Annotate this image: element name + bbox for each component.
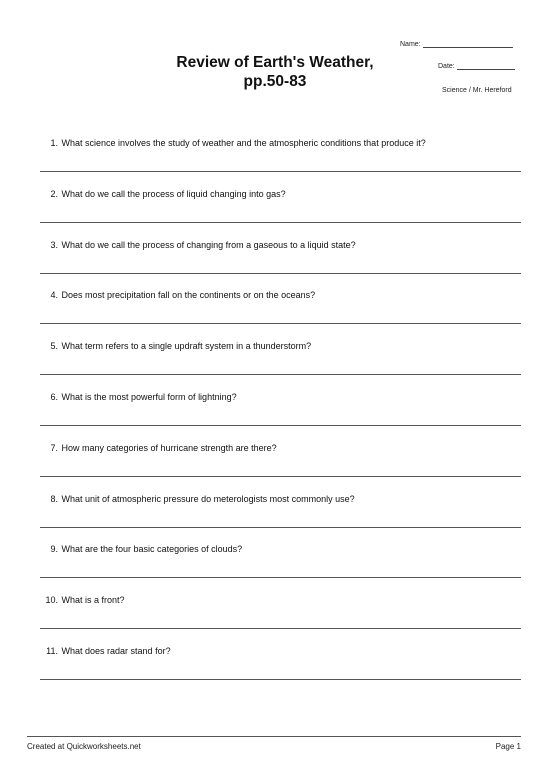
question-text — [36, 443, 277, 454]
date-field — [438, 63, 515, 70]
question-number: 4. — [50, 290, 58, 301]
footer-credit: Created at Quickworksheets.net — [27, 742, 141, 751]
worksheet-title — [150, 53, 400, 91]
title-line-1: Review of Earth's Weather, — [176, 54, 374, 71]
question-item — [0, 189, 548, 229]
title-line-2: pp.50-83 — [243, 73, 307, 90]
question-number: 3. — [50, 239, 58, 250]
question-item — [0, 341, 548, 381]
question-text — [36, 595, 125, 606]
question-body: What science involves the study of weather and the atmospheric conditions that produce it? — [61, 138, 426, 148]
question-body: What term refers to a single updraft system in a thunderstorm? — [61, 341, 312, 352]
question-body: What unit of atmospheric pressure do meterologists most commonly use? — [61, 493, 355, 504]
question-number: 10. — [45, 595, 58, 606]
question-item — [0, 443, 548, 483]
answer-line[interactable] — [40, 171, 521, 172]
question-text — [36, 138, 426, 149]
question-number: 7. — [50, 442, 58, 453]
question-text — [36, 341, 311, 352]
question-body: What is the most powerful form of lightning? — [61, 392, 237, 402]
question-item — [0, 138, 548, 178]
class-info: Science / Mr. Hereford — [442, 87, 512, 94]
question-text — [36, 646, 171, 657]
name-blank — [423, 46, 513, 48]
question-body: What do we call the process of changing from a gaseous to a liquid state? — [61, 239, 356, 250]
question-item — [0, 595, 548, 635]
question-body: Does most precipitation fall on the continents or on the oceans? — [61, 290, 316, 301]
question-text — [36, 290, 315, 301]
question-number: 9. — [50, 544, 58, 555]
question-number: 2. — [50, 188, 58, 199]
question-text — [36, 392, 237, 403]
question-number: 1. — [50, 138, 58, 148]
question-body: What do we call the process of liquid changing into gas? — [61, 188, 286, 199]
question-number: 8. — [50, 493, 58, 504]
answer-line[interactable] — [40, 425, 521, 426]
answer-line[interactable] — [40, 527, 521, 528]
footer-divider — [27, 736, 521, 737]
answer-line[interactable] — [40, 628, 521, 629]
question-item — [0, 544, 548, 584]
question-text — [36, 189, 286, 200]
page-number: Page 1 — [495, 742, 521, 751]
date-blank — [457, 68, 515, 70]
question-number: 6. — [50, 392, 58, 402]
answer-line[interactable] — [40, 323, 521, 324]
question-number: 11. — [46, 646, 58, 656]
question-text — [36, 494, 355, 505]
question-body: What is a front? — [61, 595, 125, 606]
answer-line[interactable] — [40, 577, 521, 578]
answer-line[interactable] — [40, 679, 521, 680]
question-body: What does radar stand for? — [61, 646, 171, 656]
question-body: What are the four basic categories of clouds? — [61, 544, 243, 555]
answer-line[interactable] — [40, 222, 521, 223]
question-item — [0, 392, 548, 432]
question-number: 5. — [50, 341, 58, 352]
date-label: Date: — [438, 63, 455, 70]
question-item — [0, 646, 548, 686]
name-label: Name: — [400, 41, 421, 48]
answer-line[interactable] — [40, 476, 521, 477]
answer-line[interactable] — [40, 273, 521, 274]
question-item — [0, 494, 548, 534]
name-field — [400, 41, 513, 48]
answer-line[interactable] — [40, 374, 521, 375]
question-body: How many categories of hurricane strength are there? — [61, 442, 277, 453]
question-text — [36, 544, 242, 555]
question-item — [0, 240, 548, 280]
question-text — [36, 240, 356, 251]
question-item — [0, 290, 548, 330]
